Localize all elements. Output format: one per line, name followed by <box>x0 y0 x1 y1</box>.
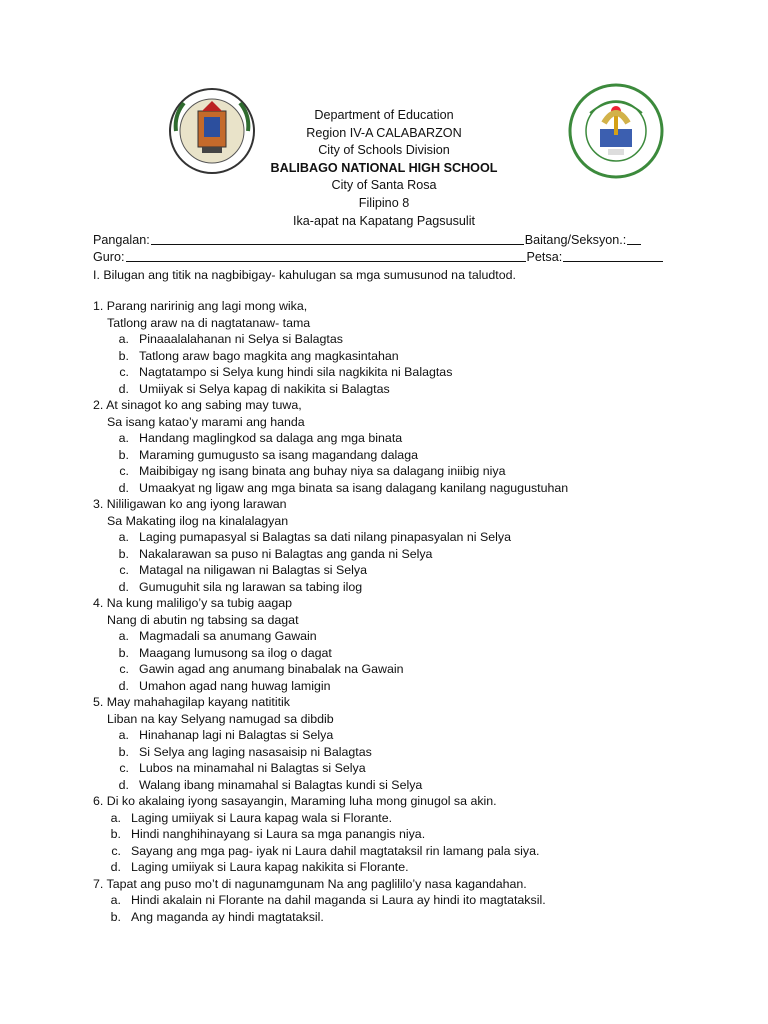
question-1 <box>93 298 703 397</box>
teacher-date-row <box>93 249 673 266</box>
question-stem: 4. Na kung maliligo’y sa tubig aagap <box>93 596 293 610</box>
option-b[interactable]: b. Tatlong araw bago magkita ang magkasintahan <box>118 348 399 363</box>
question-stem: 3. Nililigawan ko ang iyong larawan <box>93 497 287 511</box>
option-a[interactable]: a. Hindi akalain ni Florante na dahil maganda si Laura ay hindi ito magtataksil. <box>110 893 546 907</box>
option-c[interactable]: c. Nagtatampo si Selya kung hindi sila nagkikita ni Balagtas <box>119 365 453 379</box>
option-a[interactable]: a. Magmadali sa anumang Gawain <box>118 629 317 643</box>
name-grade-row <box>93 232 673 249</box>
option-a[interactable]: a. Pinaaalalahanan ni Selya si Balagtas <box>118 332 343 346</box>
option-a[interactable]: a. Handang maglingkod sa dalaga ang mga binata <box>118 431 403 445</box>
option-d[interactable]: d. Umaakyat ng ligaw ang mga binata sa isang dalagang kanilang nagugustuhan <box>118 480 569 495</box>
option-b[interactable]: b. Ang maganda ay hindi magtataksil. <box>110 909 324 924</box>
header-line-exam: Ika-apat na Kapatang Pagsusulit <box>292 213 476 228</box>
option-b[interactable]: b. Hindi nanghihinayang si Laura sa mga panangis niya. <box>110 827 426 841</box>
question-7 <box>93 876 703 926</box>
question-stem-line2: Sa isang katao’y marami ang handa <box>107 414 305 429</box>
name-field[interactable] <box>151 232 524 245</box>
option-d[interactable]: d. Walang ibang minamahal si Balagtas kundi si Selya <box>118 777 423 792</box>
student-info-fields <box>93 232 673 266</box>
option-d[interactable]: d. Laging umiiyak si Laura kapag nakikita si Florante. <box>110 860 409 874</box>
date-field[interactable] <box>563 249 663 262</box>
option-a[interactable]: a. Laging pumapasyal si Balagtas sa dati nilang pinapasyalan ni Selya <box>118 530 511 544</box>
header-line-region: Region IV-A CALABARZON <box>306 125 462 140</box>
teacher-field[interactable] <box>126 249 526 262</box>
option-c[interactable]: c. Matagal na niligawan ni Balagtas si Selya <box>119 563 367 577</box>
question-3 <box>93 496 703 595</box>
instruction-text: I. Bilugan ang titik na nagbibigay- kahulugan sa mga sumusunod na taludtod. <box>93 268 516 282</box>
question-stem-line2: Tatlong araw na di nagtatanaw- tama <box>107 315 311 330</box>
name-label: Pangalan: <box>93 233 150 247</box>
question-stem: 2. At sinagot ko ang sabing may tuwa, <box>93 398 302 412</box>
question-2 <box>93 397 703 496</box>
option-d[interactable]: d. Umahon agad nang huwag lamigin <box>118 678 331 693</box>
grade-label: Baitang/Seksyon.: <box>524 233 627 247</box>
option-b[interactable]: b. Si Selya ang laging nasasaisip ni Balagtas <box>118 744 372 759</box>
header-line-subject: Filipino 8 <box>358 195 410 210</box>
header-line-division: City of Schools Division <box>318 143 450 158</box>
grade-field[interactable] <box>627 232 641 245</box>
question-5 <box>93 694 703 793</box>
option-a[interactable]: a. Hinahanap lagi ni Balagtas si Selya <box>118 728 334 742</box>
school-name: BALIBAGO NATIONAL HIGH SCHOOL <box>270 160 498 175</box>
option-c[interactable]: c. Maibibigay ng isang binata ang buhay niya sa dalagang iniibig niya <box>119 464 506 478</box>
header-line-city: City of Santa Rosa <box>331 178 437 193</box>
question-stem: 5. May mahahagilap kayang natititik <box>93 695 290 709</box>
question-list <box>93 298 703 925</box>
option-c[interactable]: c. Sayang ang mga pag- iyak ni Laura dahil magtataksil rin lamang pala siya. <box>111 843 540 858</box>
question-stem-line2: Sa Makating ilog na kinalalagyan <box>107 513 289 528</box>
question-stem: 1. Parang naririnig ang lagi mong wika, <box>93 299 308 313</box>
date-label: Petsa: <box>526 250 563 264</box>
header-line-deped: Department of Education <box>314 108 454 122</box>
option-d[interactable]: d. Umiiyak si Selya kapag di nakikita si Balagtas <box>118 381 390 396</box>
option-c[interactable]: c. Lubos na minamahal ni Balagtas si Selya <box>119 761 366 775</box>
option-b[interactable]: b. Maagang lumusong sa ilog o dagat <box>118 645 332 660</box>
teacher-label: Guro: <box>93 250 125 264</box>
option-b[interactable]: b. Nakalarawan sa puso ni Balagtas ang ganda ni Selya <box>118 546 433 561</box>
question-stem-line2: Liban na kay Selyang namugad sa dibdib <box>107 711 334 726</box>
document-header <box>0 107 768 230</box>
option-d[interactable]: d. Gumuguhit sila ng larawan sa tabing ilog <box>118 579 363 594</box>
question-6 <box>93 793 703 876</box>
option-c[interactable]: c. Gawin agad ang anumang binabalak na Gawain <box>119 662 404 676</box>
option-a[interactable]: a. Laging umiiyak si Laura kapag wala si Florante. <box>110 810 393 825</box>
question-stem-line2: Nang di abutin ng tabsing sa dagat <box>107 612 299 627</box>
question-stem: 7. Tapat ang puso mo’t di nagunamgunam Na ang paglililo’y nasa kagandahan. <box>93 876 527 891</box>
option-b[interactable]: b. Maraming gumugusto sa isang magandang dalaga <box>118 447 418 462</box>
question-4 <box>93 595 703 694</box>
question-stem: 6. Di ko akalaing iyong sasayangin, Maraming luha mong ginugol sa akin. <box>93 794 497 808</box>
